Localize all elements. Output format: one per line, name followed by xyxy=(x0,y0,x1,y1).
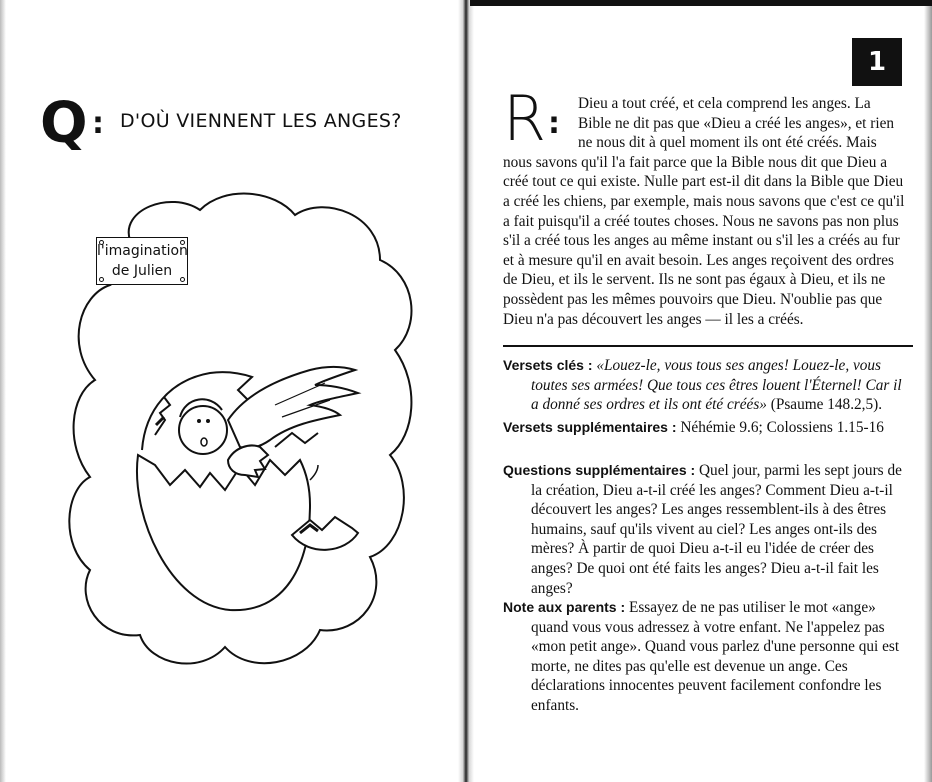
parents-note-label: Note aux parents : xyxy=(503,599,626,615)
question-title: D'OÙ VIENNENT LES ANGES? xyxy=(120,110,402,132)
page-edge-left xyxy=(0,0,6,782)
question-colon: : xyxy=(92,106,104,141)
key-verses-label: Versets clés : xyxy=(503,357,593,373)
page-edge-right xyxy=(924,0,932,782)
key-verses-reference: (Psaume 148.2,5). xyxy=(770,396,883,414)
illustration-label-line2: de Julien xyxy=(111,263,173,279)
question-letter: Q xyxy=(40,91,88,156)
key-verses-text: «Louez-le, vous tous ses anges! Louez-le, vous toutes ses armées! Que tous ces êtres louent l'Éternel! Car il a donné ses ordres et ils ont été créés» xyxy=(531,357,902,414)
extra-verses-text: Néhémie 9.6; Colossiens 1.15-16 xyxy=(680,419,884,436)
answer-text: Dieu a tout créé, et cela comprend les anges. La Bible ne dit pas que «Dieu a créé les anges», et rien ne nous dit à quel moment ils ont été créés. Mais nous savons qu'il l'a fait parce que la Bible nous dit que Dieu a créé tout ce qui existe. Nulle part est-il dit dans la Bible que Dieu a créé les chiens, par exemple, mais nous savons que c'est ce qu'il a fait puisqu'il a créé toutes choses. Nous ne savons pas non plus s'il a créé tous les anges au même instant ou s'il les a créés au fur et à mesure qu'il en avait besoin. Les anges reçoivent des ordres de Dieu, et ils le servent. Ils ne sont pas égaux à Dieu, et ils ne possèdent pas les mêmes pouvoirs que Dieu. N'oublie pas que Dieu n'a pas découvert les anges — il les a créés. xyxy=(503,95,905,328)
angel-head xyxy=(179,406,227,454)
extra-questions-label: Questions supplémentaires : xyxy=(503,462,696,478)
extra-questions-text: Quel jour, parmi les sept jours de la création, Dieu a-t-il créé les anges? Comment Dieu a-t-il découvert les anges? Les anges ressemblent-ils à des êtres humains, sauf qu'ils vivent au ciel? Les anges ont-ils des mères? À partir de quoi Dieu a-t-il eu l'idée de créer des anges? De quoi ont été faits les anges? Dieu a-t-il fait les anges? xyxy=(531,462,902,597)
extra-questions-section xyxy=(503,461,905,598)
top-edge-bar xyxy=(470,0,932,6)
page-number-badge: 1 xyxy=(852,38,902,86)
illustration-label xyxy=(96,237,188,285)
extra-verses-label: Versets supplémentaires : xyxy=(503,419,677,435)
egg-shell-bottom xyxy=(137,455,310,610)
parents-note-text: Essayez de ne pas utiliser le mot «ange» quand vous vous adressez à votre enfant. Ne l'appelez pas «mon petit ange». Quand vous parlez d'une personne qui est morte, ne dites pas qu'elle est devenue un ange. Ces déclarations innocentes peuvent facilement confondre les enfants. xyxy=(531,599,900,714)
illustration-label-line1: l'imagination xyxy=(97,243,188,259)
book-gutter xyxy=(458,0,474,782)
answer-letter: R xyxy=(503,82,547,155)
parents-note-section xyxy=(503,598,905,716)
angel-wing xyxy=(228,367,358,448)
section-divider xyxy=(503,345,913,347)
extra-verses-section xyxy=(503,418,905,438)
answer-paragraph xyxy=(503,94,905,329)
key-verses-section xyxy=(503,356,905,415)
answer-colon: : xyxy=(548,106,560,141)
